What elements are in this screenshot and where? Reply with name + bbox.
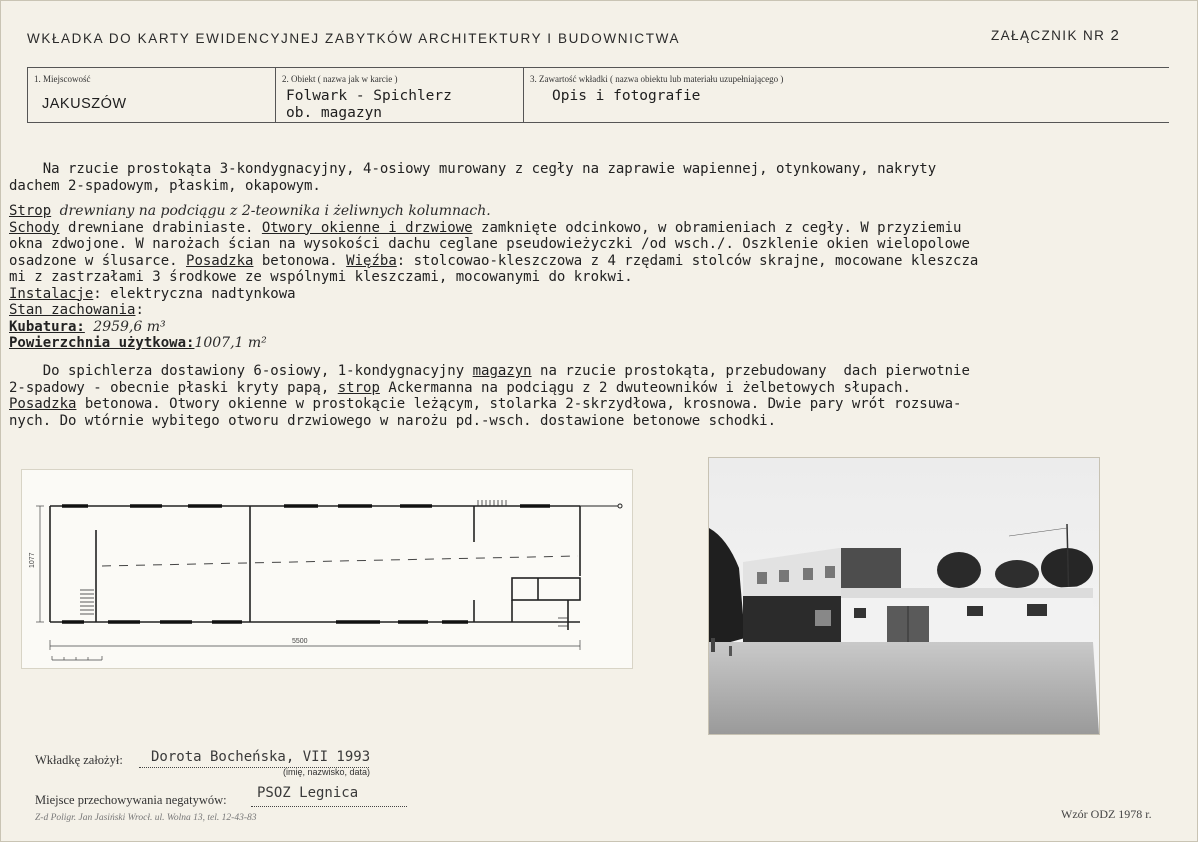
posadzka2-label: Posadzka: [9, 396, 77, 412]
author-hint: (imię, nazwisko, data): [283, 767, 371, 777]
annex-label: [991, 27, 1120, 44]
otwory-text: zamknięte odcinkowo, w obramieniach z cegły. W przyziemiu: [472, 219, 962, 236]
schody-label: Schody: [9, 219, 60, 236]
author-value: Dorota Bocheńska, VII 1993: [151, 749, 371, 765]
desc-line: okna zdwojone. W narożach ścian na wysokości dachu ceglane pseudowieżyczki /od wsch./. Oszklenie okien wielopolowe: [9, 236, 970, 252]
annex-number: 2: [1110, 27, 1121, 44]
desc-line: : stolcowao-kleszczowa z 4 rzędami stolców skrajne, mocowane kleszcza: [396, 252, 979, 269]
kubatura-value: 2959,6 m³: [93, 318, 166, 335]
desc-line: nych. Do wtórnie wybitego otworu drzwiowego w narożu pd.-wsch. dostawione betonowe schodki.: [9, 412, 777, 429]
desc-line: osadzone w ślusarce.: [9, 252, 187, 269]
storage-label: Miejsce przechowywania negatywów:: [35, 793, 227, 807]
strop-label: Strop: [9, 203, 52, 219]
field-content: [523, 68, 1170, 122]
powierzchnia-value: 1007,1 m²: [194, 335, 267, 351]
desc-line: Do spichlerza dostawiony 6-osiowy, 1-kondygnacyjny: [9, 363, 473, 379]
building-photograph: [708, 457, 1100, 735]
otwory-label: Otwory okienne i drzwiowe: [261, 219, 473, 236]
field-content-label: 3. Zawartość wkładki ( nazwa obiektu lub materiału uzupełniającego ): [530, 74, 784, 84]
kubatura-label: Kubatura:: [9, 318, 85, 335]
field-object-line1: Folwark - Spichlerz: [286, 88, 452, 104]
field-locality-value: JAKUSZÓW: [42, 96, 127, 112]
plan-width-dimension: 1077: [29, 552, 36, 568]
header-fields: [27, 67, 1169, 123]
desc-line: Na rzucie prostokąta 3-kondygnacyjny, 4-osiowy murowany z cegły na zaprawie wapiennej, otynkowany, nakryty: [9, 161, 937, 177]
stan-label: Stan zachowania: [9, 302, 136, 318]
desc-line: 2-spadowy - obecnie płaski kryty papą,: [9, 379, 338, 396]
desc-line: mi z zastrzałami 3 środkowe ze wspólnymi kleszczami, mocowanymi do krokwi.: [9, 269, 633, 285]
magazyn-label: magazyn: [472, 363, 532, 379]
document-title: WKŁADKA DO KARTY EWIDENCYJNEJ ZABYTKÓW ARCHITEKTURY I BUDOWNICTWA: [27, 31, 681, 46]
stan-text: :: [135, 302, 144, 318]
floor-plan-drawing: [22, 470, 632, 668]
plan-length-dimension: 5500: [292, 638, 308, 645]
instalacje-text: : elektryczna nadtynkowa: [93, 285, 296, 302]
desc-line: na rzucie prostokąta, przebudowany dach pierwotnie: [531, 363, 970, 379]
photograph-image: [709, 458, 1099, 734]
field-object-label: 2. Obiekt ( nazwa jak w karcie ): [282, 74, 398, 84]
desc-line: betonowa. Otwory okienne w prostokącie leżącym, stolarka 2-skrzydłowa, krosnowa. Dwie pary wrót rozsuwa-: [76, 396, 962, 412]
powierzchnia-label: Powierzchnia użytkowa:: [9, 335, 195, 351]
strop2-label: strop: [337, 379, 380, 396]
field-object: [275, 68, 524, 122]
annex-label-text: ZAŁĄCZNIK NR: [991, 28, 1106, 43]
desc-line: Ackermanna na podciągu z 2 dwuteowników i żelbetowych słupach.: [379, 379, 911, 396]
field-content-value: Opis i fotografie: [552, 88, 701, 104]
wiezba-label: Więźba: [346, 252, 397, 269]
field-locality: [27, 68, 276, 122]
form-identifier: Wzór ODZ 1978 r.: [1061, 807, 1152, 821]
description-paragraph-2: [9, 363, 1169, 429]
storage-value: PSOZ Legnica: [257, 785, 359, 801]
desc-line: dachem 2-spadowym, płaskim, okapowym.: [9, 177, 321, 194]
field-locality-label: 1. Miejscowość: [34, 74, 91, 84]
field-object-line2: ob. magazyn: [286, 105, 383, 121]
field-object-value: [286, 88, 452, 122]
instalacje-label: Instalacje: [9, 285, 94, 302]
author-label: Wkładkę założył:: [35, 753, 123, 767]
floor-plan: [21, 469, 633, 669]
strop-handwritten-note: drewniany na podciągu z 2-teownika i żeliwnych kolumnach.: [59, 203, 491, 219]
description-section: [9, 203, 1169, 352]
storage-dotted-line: [251, 806, 407, 807]
posadzka-label: Posadzka: [186, 252, 254, 269]
printer-imprint: Z-d Poligr. Jan Jasiński Wrocł. ul. Wolna 13, tel. 12-43-83: [35, 813, 257, 823]
desc-line: betonowa.: [253, 252, 347, 269]
schody-text: drewniane drabiniaste.: [59, 219, 262, 236]
description-paragraph-1: [9, 161, 1169, 194]
